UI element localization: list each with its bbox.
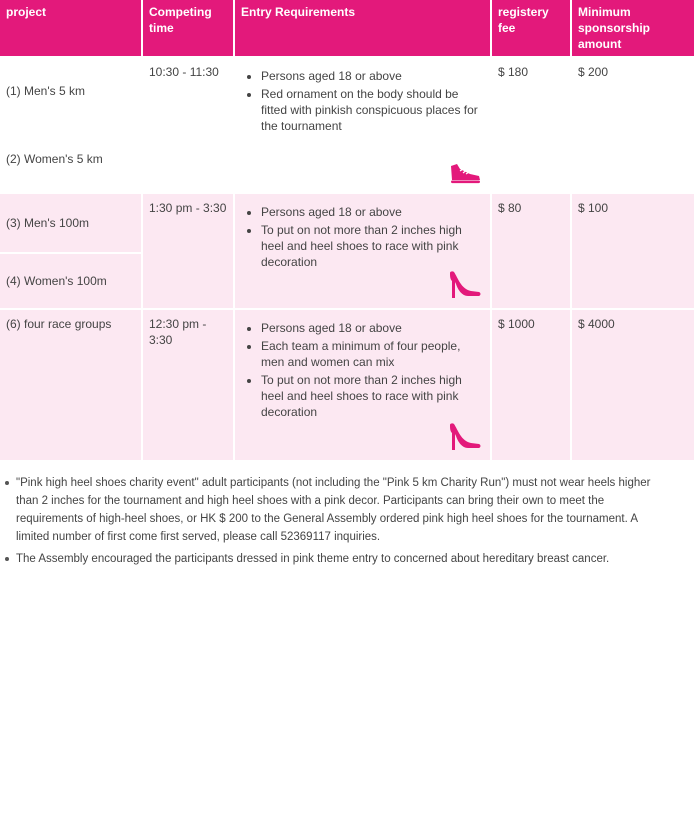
- requirement-item: • Persons aged 18 or above: [261, 320, 484, 336]
- requirements-cell: [235, 58, 490, 192]
- high-heel-icon: [448, 270, 482, 300]
- sponsorship-cell: $ 200: [572, 58, 694, 192]
- header-sponsorship: Minimum sponsorship amount: [572, 0, 694, 56]
- time-cell: 12:30 pm - 3:30: [143, 310, 233, 460]
- project-cell: (3) Men's 100m: [0, 194, 141, 252]
- requirements-list: [241, 204, 484, 270]
- header-fee: registery fee: [492, 0, 570, 56]
- project-cell: (4) Women's 100m: [0, 254, 141, 308]
- header-project: project: [0, 0, 141, 56]
- sponsorship-cell: $ 4000: [572, 310, 694, 460]
- fee-cell: $ 1000: [492, 310, 570, 460]
- notes-list: [0, 474, 696, 568]
- sponsorship-cell: $ 100: [572, 194, 694, 308]
- table-row: [0, 58, 694, 124]
- fee-cell: $ 80: [492, 194, 570, 308]
- header-time: Competing time: [143, 0, 233, 56]
- requirement-item: • Persons aged 18 or above: [261, 204, 484, 220]
- requirements-list: [241, 320, 484, 420]
- note-item: "Pink high heel shoes charity event" adult participants (not including the "Pink 5 km Charity Run") must not wear heels higher than 2 inches for the tournament and high heel shoes with a pink decor. Participants can bring their own to meet the requirements of high-heel shoes, or HK $ 200 to the General Assembly ordered pink high heel shoes for the tournament. A limited number of first come first served, please call 52369117 inquiries.: [16, 474, 672, 546]
- header-requirements: Entry Requirements: [235, 0, 490, 56]
- project-cell: (2) Women's 5 km: [0, 126, 141, 192]
- table-row: [0, 194, 694, 252]
- requirement-item: • Each team a minimum of four people, men and women can mix: [261, 338, 484, 370]
- requirement-item: • Persons aged 18 or above: [261, 68, 484, 84]
- table-row: [0, 310, 694, 460]
- time-cell: 1:30 pm - 3:30: [143, 194, 233, 308]
- table-header-row: [0, 0, 694, 56]
- fee-cell: $ 180: [492, 58, 570, 192]
- project-cell: (1) Men's 5 km: [0, 58, 141, 124]
- requirements-cell: [235, 310, 490, 460]
- high-heel-icon: [448, 422, 482, 452]
- project-cell: (6) four race groups: [0, 310, 141, 460]
- time-cell: 10:30 - 11:30: [143, 58, 233, 192]
- requirements-list: [241, 68, 484, 134]
- requirement-item: • Red ornament on the body should be fitted with pinkish conspicuous places for the tournament: [261, 86, 484, 134]
- sneaker-icon: [448, 162, 482, 184]
- requirement-item: • To put on not more than 2 inches high heel and heel shoes to race with pink decoration: [261, 372, 484, 420]
- requirement-item: • To put on not more than 2 inches high heel and heel shoes to race with pink decoration: [261, 222, 484, 270]
- requirements-cell: [235, 194, 490, 308]
- note-item: The Assembly encouraged the participants dressed in pink theme entry to concerned about hereditary breast cancer.: [16, 550, 672, 568]
